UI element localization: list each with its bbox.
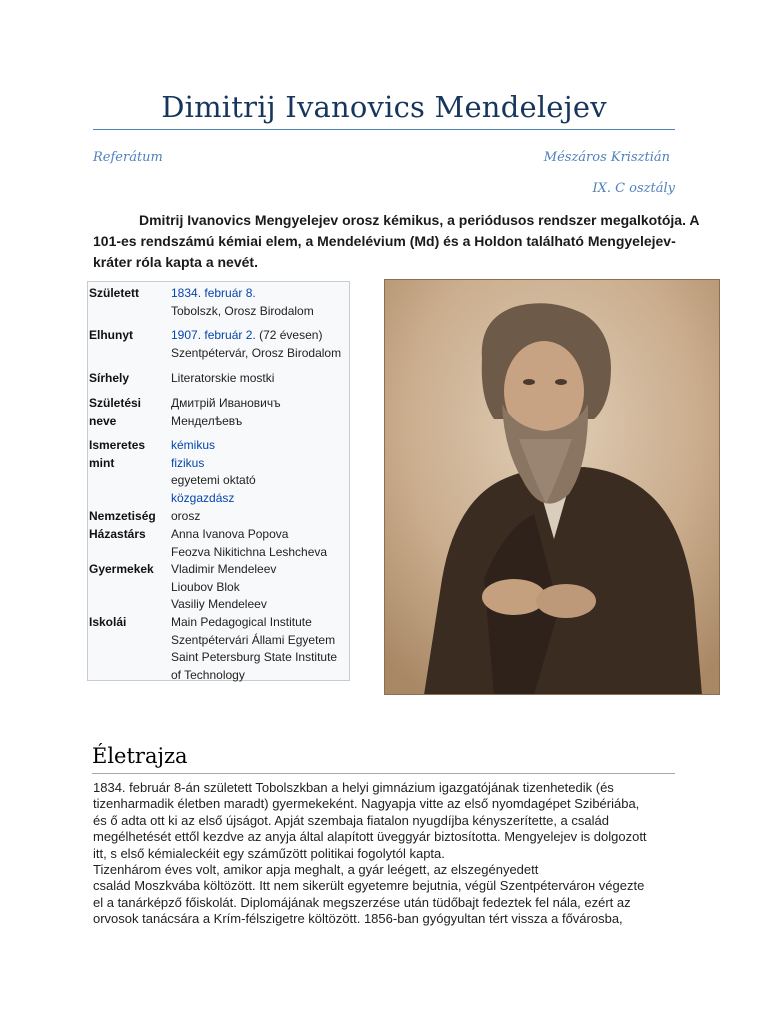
child-value: Vasiliy Mendeleev xyxy=(171,597,267,612)
born-date-link[interactable]: 1834. február 8. xyxy=(171,286,256,300)
school-value: Szentpétervári Állami Egyetem xyxy=(171,632,336,647)
known-label: Ismeretes xyxy=(89,438,146,452)
died-place: Szentpétervár, Orosz Birodalom xyxy=(171,345,342,360)
birthname-label: neve xyxy=(89,413,117,428)
portrait-photo xyxy=(384,279,720,695)
died-age: (72 évesen) xyxy=(255,328,323,342)
died-date-link[interactable]: 1907. február 2. xyxy=(171,328,256,342)
schools-label: Iskolái xyxy=(89,615,127,629)
born-label: Született xyxy=(89,286,140,300)
biography-paragraph xyxy=(93,862,677,928)
grave-label: Sírhely xyxy=(89,371,130,385)
paragraph-line: orvosok tanácsára a Krím-félszigetre költözött. 1856-ban gyógyultan tért vissza a fővárosba, xyxy=(93,911,623,927)
school-value: Main Pedagogical Institute xyxy=(171,615,312,629)
paragraph-line: el a tanárképző főiskolát. Diplomájának megszerzése után tüdőbajt fedeztek fel nála, ezért az xyxy=(93,894,631,910)
section-heading-underline xyxy=(92,773,675,774)
biography-paragraph xyxy=(93,780,677,862)
nationality-value: orosz xyxy=(171,509,201,523)
paragraph-line: család Moszkvába költözött. Itt nem sikerült egyetemre bejutnia, végül Szentpétervárон végezte xyxy=(93,878,645,894)
known-as-link[interactable]: közgazdász xyxy=(171,490,235,505)
spouse-value: Anna Ivanova Popova xyxy=(171,527,289,541)
known-as-link[interactable]: kémikus xyxy=(171,438,216,452)
known-as-text: egyetemi oktató xyxy=(171,473,256,488)
paragraph-line: Tizenhárom éves volt, amikor apja meghalt, a gyár leégett, az elszegényedett xyxy=(93,862,539,877)
school-value: Saint Petersburg State Institute xyxy=(171,650,338,665)
child-value: Lioubov Blok xyxy=(171,579,240,594)
author-name: Mészáros Krisztián xyxy=(543,150,670,165)
paragraph-line: tizenharmadik életben maradt) gyermekeként. Nagyapja vitte az első nyomdagépet Szibériába, xyxy=(93,796,640,812)
intro-line: 101-es rendszámú kémiai elem, a Mendelévium (Md) és a Holdon található Mengyelejev- xyxy=(93,233,676,249)
grave-value: Literatorskie mostki xyxy=(171,371,275,385)
class-name: IX. C osztály xyxy=(592,181,675,196)
born-place: Tobolszk, Orosz Birodalom xyxy=(171,303,314,318)
spouse-label: Házastárs xyxy=(89,527,146,541)
died-label: Elhunyt xyxy=(89,328,133,342)
known-as-link[interactable]: fizikus xyxy=(171,455,205,470)
intro-paragraph xyxy=(93,210,700,273)
spouse-value: Feozva Nikitichna Leshcheva xyxy=(171,544,328,559)
child-value: Vladimir Mendeleev xyxy=(171,562,277,576)
birthname-label: Születési xyxy=(89,396,142,410)
school-value: of Technology xyxy=(171,667,245,682)
birthname-value: Менделѣевъ xyxy=(171,413,243,428)
document-title: Dimitrij Ivanovics Mendelejev xyxy=(161,90,607,124)
paragraph-line: megélhetését ettől kezdve az anyja által alapított üveggyár biztosította. Mengyelejev is dolgozott xyxy=(93,829,647,845)
paragraph-line: itt, s első kémialeckéit egy száműzött politikai fogolytól kapta. xyxy=(93,845,445,861)
birthname-value: Дмитрій Ивановичъ xyxy=(171,396,281,410)
paragraph-line: 1834. február 8-án született Tobolszkban a helyi gimnázium igazgatójának tizenhetedik (és xyxy=(93,780,614,795)
infobox xyxy=(87,281,350,681)
document-label: Referátum xyxy=(93,150,163,165)
paragraph-line: és ő adta ott ki az első újságot. Apját szembaja fiatalon nyugdíjba kényszerítette, a család xyxy=(93,812,609,828)
intro-line: kráter róla kapta a nevét. xyxy=(93,254,258,270)
children-label: Gyermekek xyxy=(89,562,154,576)
nationality-label: Nemzetiség xyxy=(89,509,156,523)
title-underline xyxy=(93,129,675,130)
section-heading-biography: Életrajza xyxy=(92,744,188,768)
intro-line: Dmitrij Ivanovics Mengyelejev orosz kémikus, a periódusos rendszer megalkotója. A xyxy=(139,212,700,228)
known-label: mint xyxy=(89,455,115,470)
